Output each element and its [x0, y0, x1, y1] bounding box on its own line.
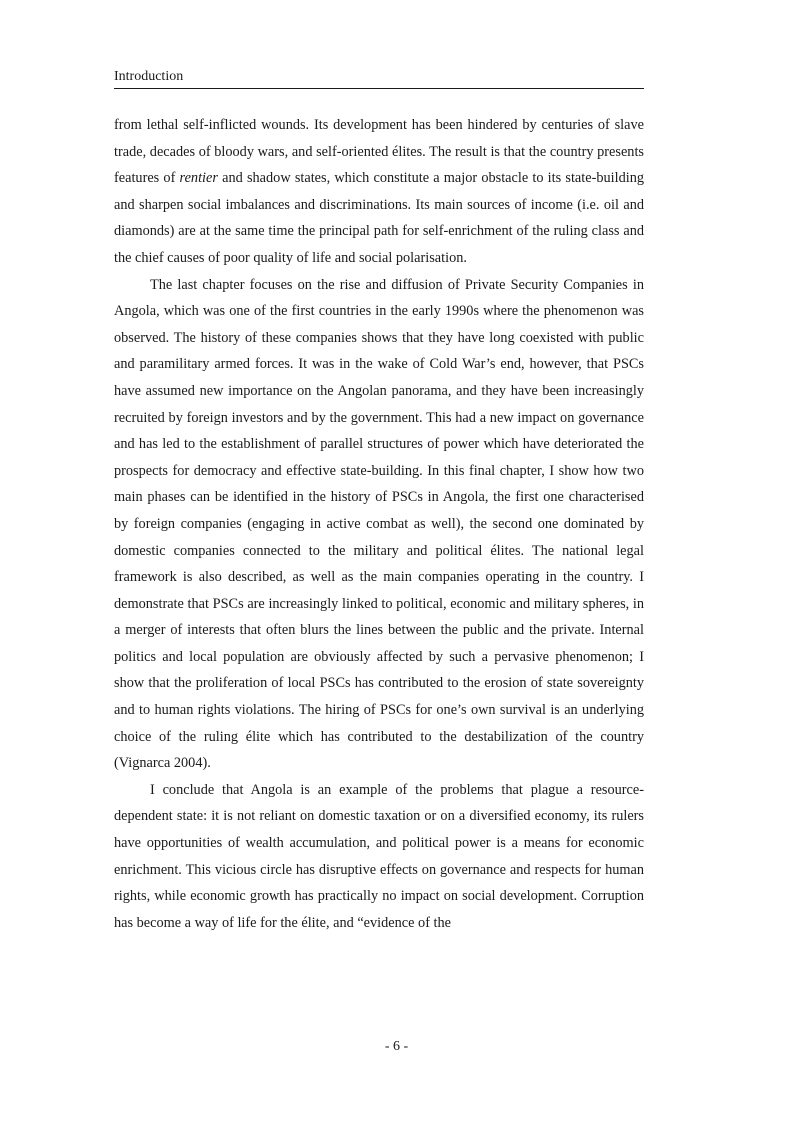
- page-number: - 6 -: [384, 1039, 409, 1054]
- paragraph-3: I conclude that Angola is an example of the problems that plague a resource-dependent state: it is not reliant on domestic taxation or on a diversified economy, its rulers have opportunities of wealth accumulation, and political power is a means for economic enrichment. This vicious circle has disruptive effects on governance and respects for human rights, while economic growth has practically no impact on social development. Corruption has become a way of life for the élite, and “evidence of the: [114, 781, 644, 931]
- paragraph-1-text-a: from lethal self-inflicted wounds. Its development has been hindered by centuries of slave trade, decades of bloody wars, and self-oriented élites. The result is that the country presents features of: [114, 117, 644, 187]
- paragraph-1-emphasis: rentier: [179, 170, 218, 187]
- header-rule: [114, 88, 644, 89]
- running-header: Introduction: [114, 69, 184, 84]
- paragraph-2: The last chapter focuses on the rise and diffusion of Private Security Companies in Angola, which was one of the first countries in the early 1990s where the phenomenon was observed. The history of these companies shows that they have long coexisted with public and paramilitary armed forces. It was in the wake of Cold War’s end, however, that PSCs have assumed new importance on the Angolan panorama, and they have been increasingly recruited by foreign investors and by the government. This had a new impact on governance and has led to the establishment of parallel structures of power which have deteriorated the prospects for democracy and effective state-building. In this final chapter, I show how two main phases can be identified in the history of PSCs in Angola, the first one characterised by foreign companies (engaging in active combat as well), the second one dominated by domestic companies connected to the military and political élites. The national legal framework is also described, as well as the main companies operating in the country. I demonstrate that PSCs are increasingly linked to political, economic and military spheres, in a merger of interests that often blurs the lines between the public and the private. Internal politics and local population are obviously affected by such a pervasive phenomenon; I show that the proliferation of local PSCs has contributed to the erosion of state sovereignty and to human rights violations. The hiring of PSCs for one’s own survival is an underlying choice of the ruling élite which has contributed to the destabilization of the country (Vignarca 2004).: [114, 276, 644, 772]
- paragraph-1-text-b: and shadow states, which constitute a major obstacle to its state-building and sharpen social imbalances and discriminations. Its main sources of income (i.e. oil and diamonds) are at the same time the principal path for self-enrichment of the ruling class and the chief causes of poor quality of life and social polarisation.: [114, 170, 644, 266]
- paragraph-1: [114, 112, 644, 272]
- body-text: [114, 112, 644, 936]
